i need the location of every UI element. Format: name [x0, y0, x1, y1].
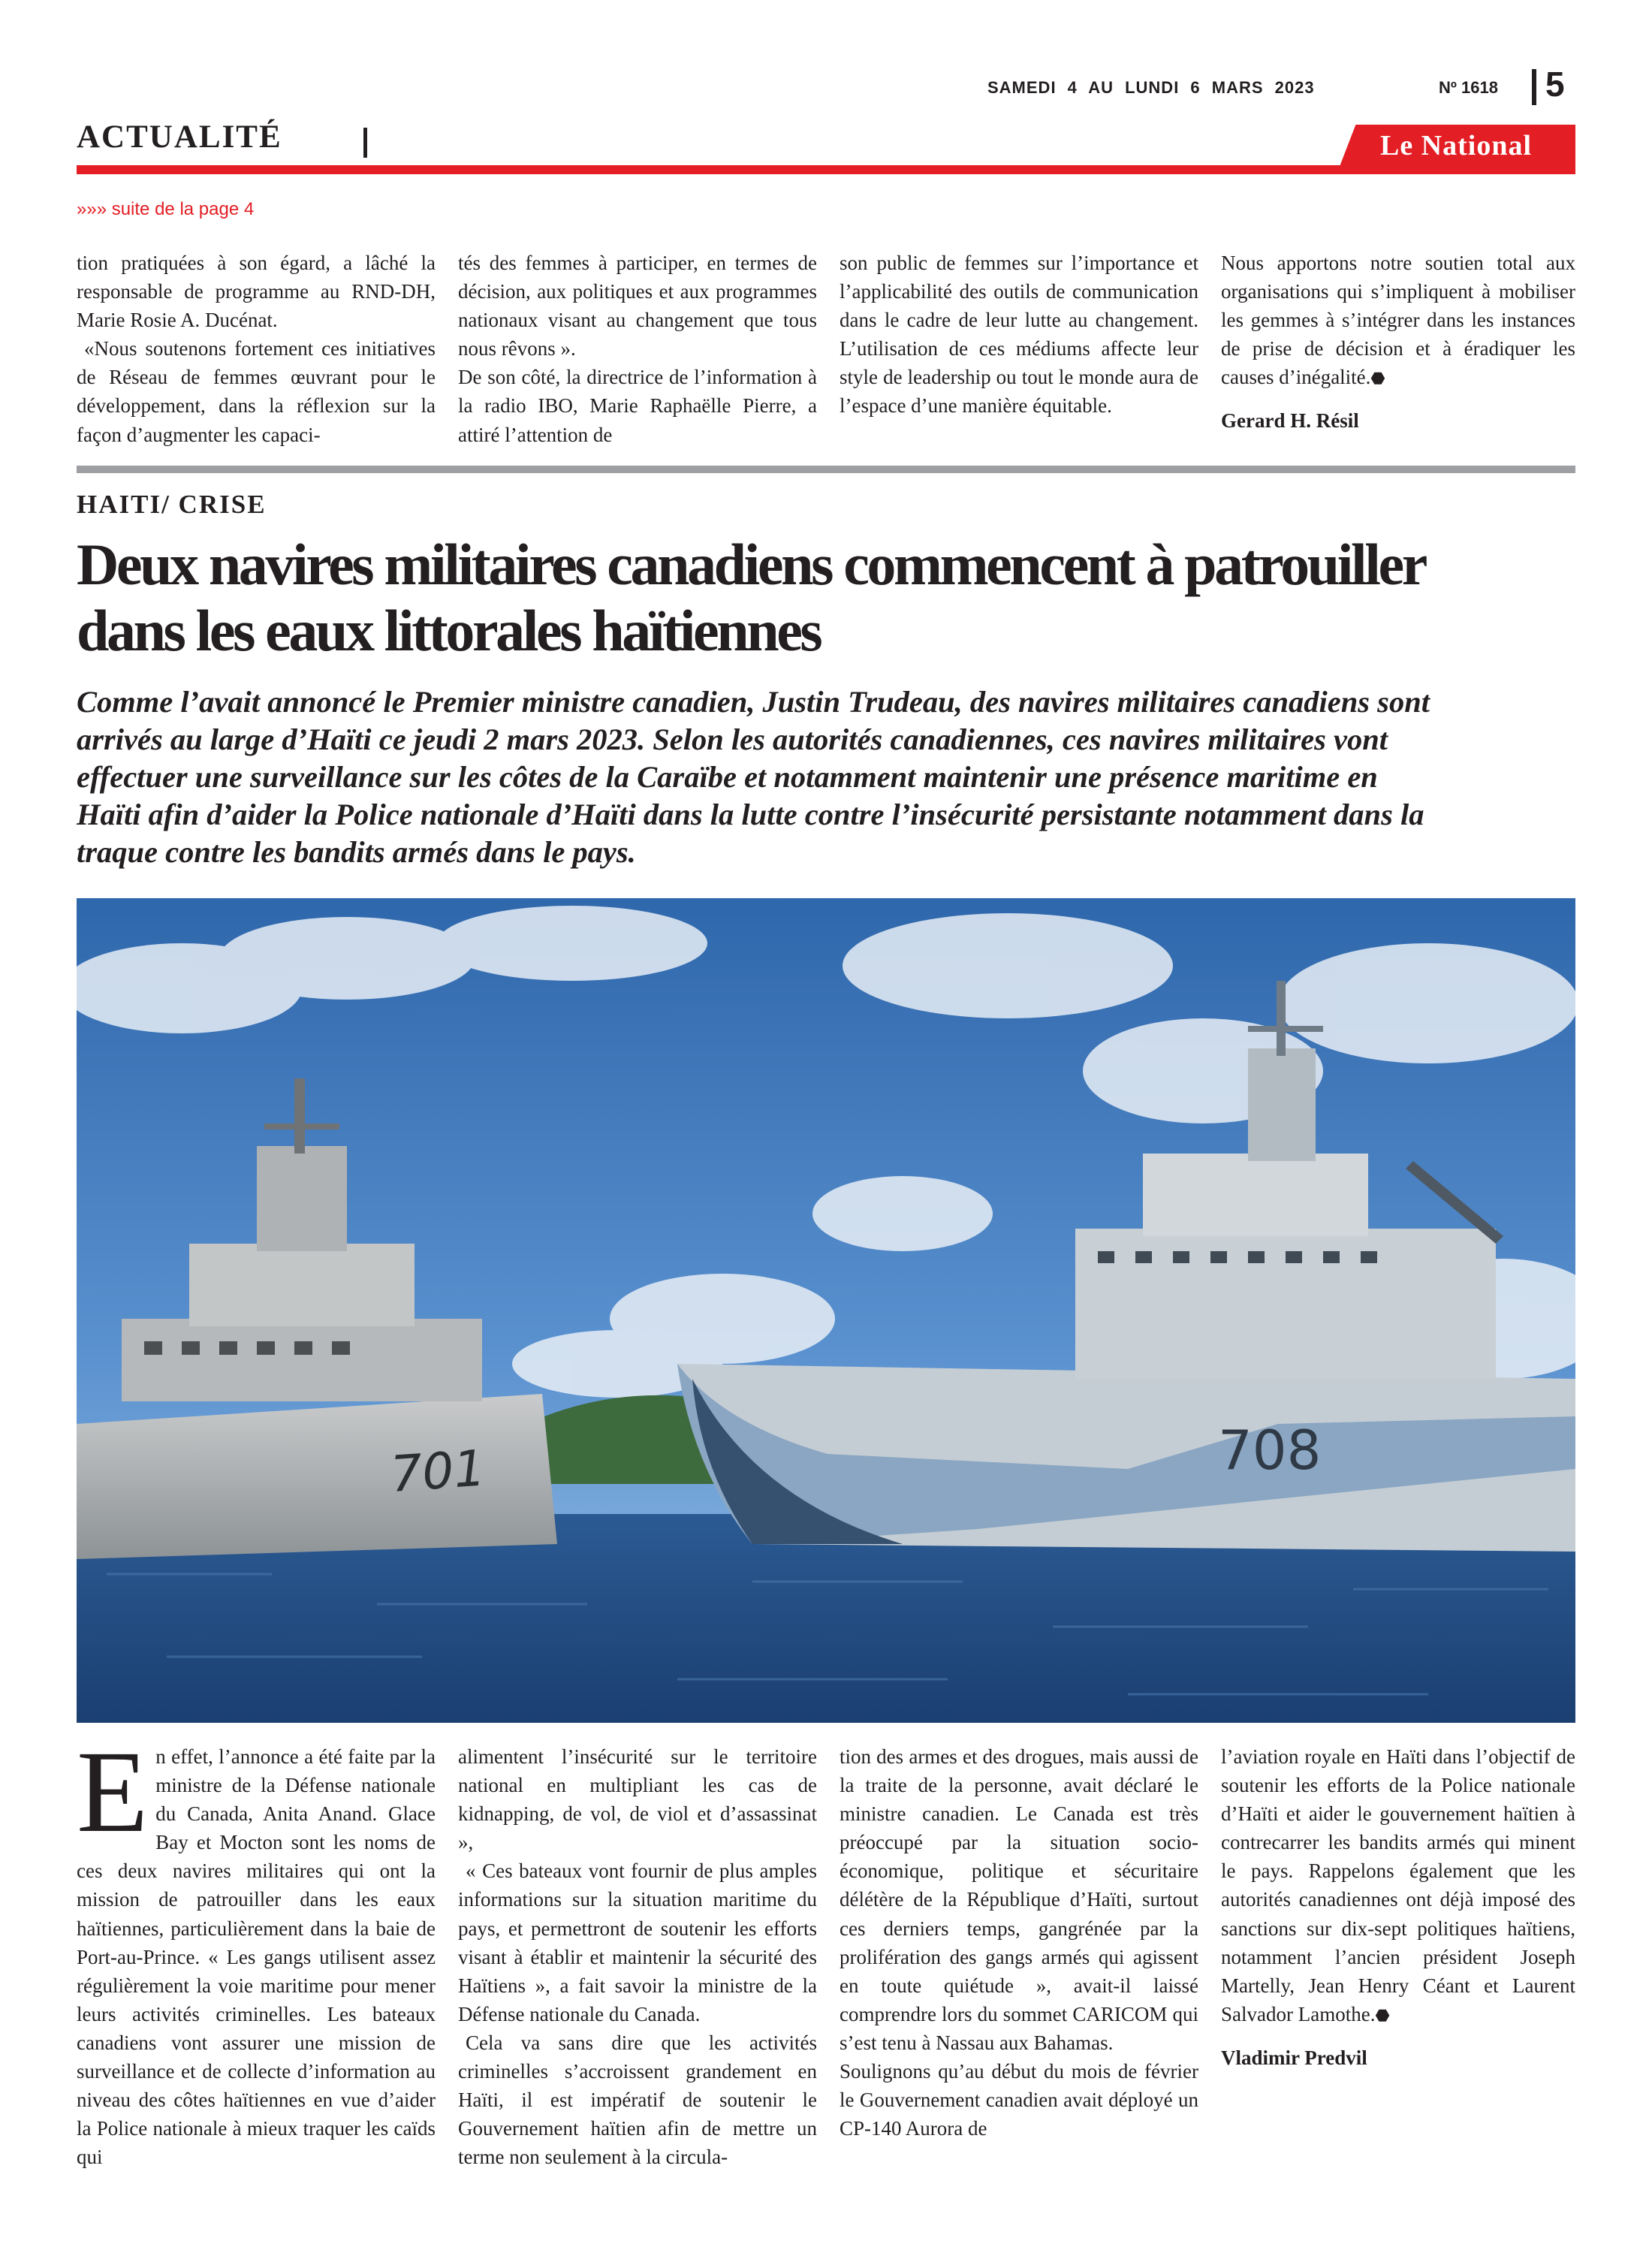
- lead-line: traque contre les bandits armés dans le pays.: [77, 835, 636, 869]
- prev-article-column-4: [1221, 249, 1575, 436]
- page-number-divider: [1532, 69, 1536, 105]
- hull-number-708: 708: [1218, 1419, 1322, 1482]
- continuation-note: »»» suite de la page 4: [77, 199, 255, 219]
- lead-line: Haïti afin d’aider la Police nationale d’Haïti dans la lutte contre l’insécurité persistante notamment dans la: [77, 798, 1424, 831]
- prev-article-column-3: [840, 249, 1198, 421]
- article-column-1: [77, 1727, 436, 2171]
- section-title: ACTUALITÉ: [77, 119, 282, 155]
- paragraph: [1221, 1742, 1575, 2030]
- paragraph: tion pratiquées à son égard, a lâché la responsable de programme au RND-DH, Marie Rosie A. Ducénat.: [77, 252, 436, 332]
- article-column-2: [458, 1742, 817, 2171]
- paragraph: « Ces bateaux vont fournir de plus amples informations sur la situation maritime du pays, et permettront de soutenir les efforts visant à établir et maintenir la sécurité des Haïtiens », a fait savoir la ministre de la Défense nationale du Canada.: [458, 1859, 817, 2025]
- paragraph: [1221, 249, 1575, 393]
- lead-line: Comme l’avait annoncé le Premier ministre canadien, Justin Trudeau, des navires militaires canadiens sont: [77, 685, 1430, 719]
- paragraph: [77, 1727, 436, 2171]
- paragraph: tés des femmes à participer, en termes de décision, aux politiques et aux programmes nationaux visant au changement que tous nous rêvons ».: [458, 252, 817, 360]
- author-byline: Gerard H. Résil: [1221, 409, 1359, 433]
- paragraph: Soulignons qu’au début du mois de février le Gouvernement canadien avait déployé un CP-140 Aurora de: [840, 2060, 1198, 2140]
- paragraph-text: l’aviation royale en Haïti dans l’objectif de soutenir les efforts de la Police nationale d’Haïti et aider le gouvernement haïtien à contrecarrer les bandits armés qui minent le pays. Rappelons également que les autorités canadiennes ont déjà imposé des sanctions sur dix-sept politiques haïtiens, notamment l’ancien président Joseph Martelly, Jean Henry Céant et Laurent Salvador Lamothe.: [1221, 1745, 1575, 2025]
- author-byline: Vladimir Predvil: [1221, 2046, 1367, 2069]
- brand-name: Le National: [1379, 130, 1533, 161]
- prev-article-column-2: [458, 249, 817, 449]
- article-kicker: HAITI/ CRISE: [77, 490, 267, 519]
- paragraph: De son côté, la directrice de l’information à la radio IBO, Marie Raphaëlle Pierre, a attiré l’attention de: [458, 366, 817, 446]
- lead-line: effectuer une surveillance sur les côtes de la Caraïbe et notamment maintenir une présence maritime en: [77, 760, 1378, 794]
- article-lead: [77, 683, 1575, 871]
- drop-cap: E: [77, 1727, 149, 1856]
- article-separator: [77, 466, 1575, 473]
- article-column-3: [840, 1742, 1198, 2143]
- article-photo: [77, 898, 1575, 1723]
- hull-number-701: 701: [388, 1439, 487, 1504]
- issue-date: SAMEDI 4 AU LUNDI 6 MARS 2023: [987, 78, 1315, 97]
- paragraph-text: n effet, l’annonce a été faite par la ministre de la Défense nationale du Canada, Anita Anand. Glace Bay et Mocton sont les noms de ces deux navires militaires qui ont la mission de patrouiller dans les eaux haïtiennes, particulièrement dans la baie de Port-au-Prince. « Les gangs utilisent assez régulièrement la voie maritime pour mener leurs activités criminelles. Les bateaux canadiens vont assurer une mission de surveillance et de collecte d’information au niveau des côtes haïtiennes en vue d’aider la Police nationale à mieux traquer les caïds qui: [77, 1745, 436, 2169]
- paragraph: Cela va sans dire que les activités criminelles s’accroissent grandement en Haïti, il est impératif de soutenir le Gouvernement haïtien afin de mettre un terme non seulement à la circula-: [458, 2031, 817, 2169]
- issue-number: Nº 1618: [1439, 78, 1498, 97]
- headline-line: Deux navires militaires canadiens commencent à patrouiller: [77, 532, 1425, 597]
- paragraph: alimentent l’insécurité sur le territoire national en multipliant les cas de kidnapping, de vol, de viol et d’assassinat »,: [458, 1745, 817, 1854]
- end-mark-icon: ⬣: [1370, 369, 1385, 388]
- article-headline: [77, 532, 1578, 664]
- paragraph: tion des armes et des drogues, mais aussi de la traite de la personne, avait déclaré le ministre canadien. Le Canada est très préoccupé par la situation socio-économique, politique et sécuritaire délétère de la République d’Haïti, surtout ces derniers temps, gangrénée par la prolifération des gangs armés qui agissent en toute quiétude », avait-il laissé comprendre lors du sommet CARICOM qui s’est tenu à Nassau aux Bahamas.: [840, 1745, 1198, 2054]
- prev-article-column-1: [77, 249, 436, 449]
- section-divider: [363, 128, 367, 158]
- end-mark-icon: ⬣: [1375, 2005, 1390, 2025]
- headline-line: dans les eaux littorales haïtiennes: [77, 598, 821, 663]
- article-column-4: [1221, 1742, 1575, 2072]
- paragraph: son public de femmes sur l’importance et l’applicabilité des outils de communication dans le cadre de leur lutte au changement. L’utilisation de ces médiums affecte leur style de leadership ou tout le monde aura de l’espace d’une manière équitable.: [840, 252, 1198, 418]
- paragraph: «Nous soutenons fortement ces initiatives de Réseau de femmes œuvrant pour le développement, dans la réflexion sur la façon d’augmenter les capaci-: [77, 337, 436, 446]
- paragraph-text: Nous apportons notre soutien total aux organisations qui s’impliquent à mobiliser les gemmes à s’intégrer dans les instances de prise de décision et à éradiquer les causes d’inégalité.: [1221, 252, 1575, 389]
- lead-line: arrivés au large d’Haïti ce jeudi 2 mars 2023. Selon les autorités canadiennes, ces navires militaires vont: [77, 722, 1388, 756]
- page-number: 5: [1545, 65, 1565, 104]
